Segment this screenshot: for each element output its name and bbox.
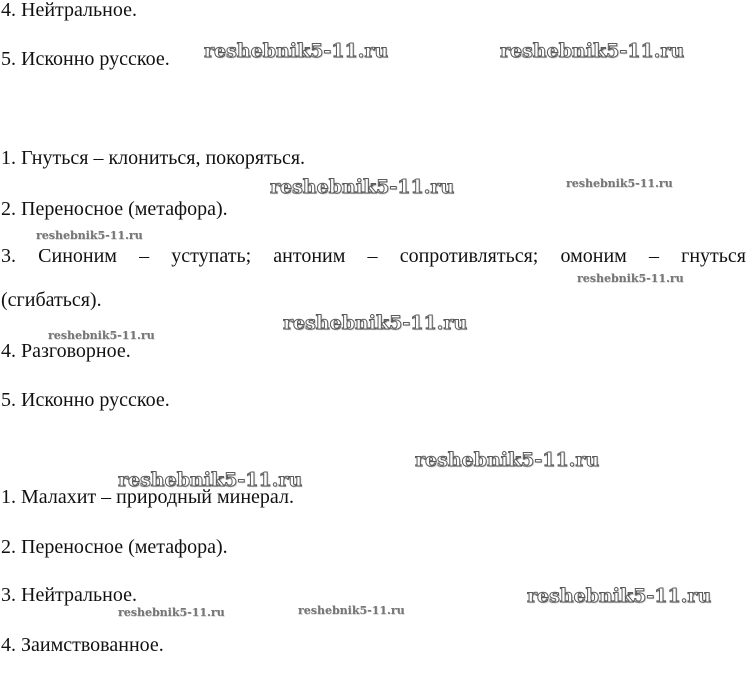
block3-item3: 3. Нейтральное.: [1, 584, 137, 606]
watermark: reshebnik5-11.ru: [283, 312, 468, 334]
watermark: reshebnik5-11.ru: [500, 40, 685, 62]
block2-item5: 5. Исконно русское.: [1, 389, 170, 411]
watermark: reshebnik5-11.ru: [566, 177, 673, 190]
watermark: reshebnik5-11.ru: [527, 585, 712, 607]
watermark: reshebnik5-11.ru: [204, 40, 389, 62]
watermark: reshebnik5-11.ru: [270, 176, 455, 198]
block1-item5: 5. Исконно русское.: [1, 48, 170, 70]
watermark: reshebnik5-11.ru: [118, 469, 303, 491]
block3-item4: 4. Заимствованное.: [1, 634, 164, 656]
block2-item1: 1. Гнуться – клониться, покоряться.: [1, 147, 306, 169]
watermark: reshebnik5-11.ru: [577, 272, 684, 285]
block3-item1: 1. Малахит – природный минерал.: [1, 486, 294, 508]
block1-item4: 4. Нейтральное.: [1, 0, 137, 21]
watermark: reshebnik5-11.ru: [298, 604, 405, 617]
watermark: reshebnik5-11.ru: [415, 449, 600, 471]
watermark: reshebnik5-11.ru: [36, 229, 143, 242]
watermark: reshebnik5-11.ru: [48, 329, 155, 342]
block2-item4: 4. Разговорное.: [1, 340, 131, 362]
block2-item3-line2: (сгибаться).: [1, 289, 102, 311]
watermark: reshebnik5-11.ru: [118, 606, 225, 619]
block2-item2: 2. Переносное (метафора).: [1, 198, 228, 220]
block2-item3-line1: 3. Синоним – уступать; антоним – сопротивляться; омоним – гнуться: [1, 245, 746, 267]
block3-item2: 2. Переносное (метафора).: [1, 536, 228, 558]
